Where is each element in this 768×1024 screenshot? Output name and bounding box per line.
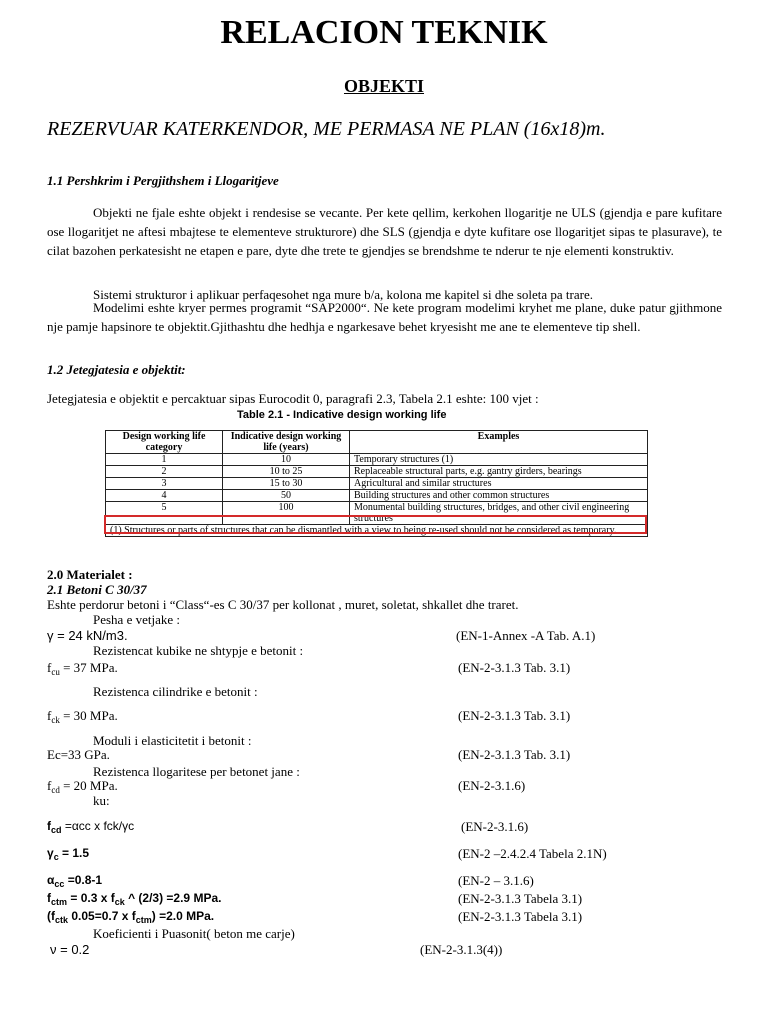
table-cell: 5	[106, 502, 223, 525]
table-cell: Building structures and other common structures	[350, 490, 648, 502]
objekti-heading: OBJEKTI	[343, 76, 425, 96]
table-cell: 2	[106, 466, 223, 478]
ref-fck: (EN-2-3.1.3 Tab. 3.1)	[458, 708, 571, 723]
paragraph-modelling: Modelimi eshte kryer permes programit “SAP2000“. Ne kete program modelimi kryhet me plane, duke patur gjithmone nje pamje hapsinore te objektit.Gjithashtu dhe hedhja e ngarkesave behet kryesisht me ane te elementeve tip shell.	[47, 300, 722, 334]
table-header-cell: Design working life category	[106, 431, 223, 454]
table-header-cell: Examples	[350, 431, 648, 454]
section-1-2-heading: 1.2 Jetegjatesia e objektit:	[47, 362, 186, 377]
value-fctk: ($f_{ctk}$ 0.05=0.7 x $f_{ctm}) =2.0$ MPa.	[47, 909, 215, 925]
document-subtitle: REZERVUAR KATERKENDOR, ME PERMASA NE PLAN (16x18)m.	[47, 118, 606, 140]
ref-gamma: (EN-1-Annex -A Tab. A.1)	[456, 628, 596, 643]
design-life-table	[105, 430, 648, 557]
value-nu: ν = 0.2	[50, 942, 90, 957]
ref-fcd: (EN-2-3.1.6)	[458, 778, 526, 793]
table-cell: 1	[106, 454, 223, 466]
value-alpha-cc: $\alpha_{cc} =0.8-1$	[47, 873, 103, 889]
paragraph-design-life: Jetegjatesia e objektit e percaktuar sipas Eurocodit 0, paragrafi 2.3, Tabela 2.1 eshte: 100 vjet :	[47, 391, 539, 406]
highlight-box	[104, 515, 647, 534]
value-ec: Ec=33 GPa.	[47, 747, 110, 762]
label-cylinder-strength: Rezistenca cilindrike e betonit :	[93, 684, 258, 699]
ref-fctk: (EN-2-3.1.3 Tabela 3.1)	[458, 909, 583, 924]
value-fctm: $f_{ctm} = 0.3$ x $f_{ck}$ ^ (2/3) =2.9 MPa.	[47, 891, 222, 907]
table-header-cell: Indicative design working life (years)	[223, 431, 350, 454]
label-poisson: Koeficienti i Puasonit( beton me carje)	[93, 926, 295, 941]
table-cell: 10 to 25	[223, 466, 350, 478]
table-row	[106, 478, 648, 490]
value-gamma: γ = 24 kN/m3.	[47, 628, 128, 643]
paragraph-structural-system: Sistemi strukturor i aplikuar perfaqesohet nga mure b/a, kolona me kapitel si dhe soleta pa trare.	[93, 287, 593, 302]
ref-nu: (EN-2-3.1.3(4))	[420, 942, 503, 957]
table-cell: Monumental building structures, bridges, and other civil engineering structures	[350, 502, 648, 525]
table-cell: 15 to 30	[223, 478, 350, 490]
table-caption: Table 2.1 - Indicative design working life	[237, 409, 447, 421]
table-cell: 10	[223, 454, 350, 466]
table-cell: 50	[223, 490, 350, 502]
paragraph-description: Objekti ne fjale eshte objekt i rendesise se vecante. Per kete qellim, kerkohen llogaritje ne ULS (gjendja e pare kufitare ose llogaritjet ne aftesi mbajtese te elementeve strukturore) dhe SLS (gjendja e dyte kufitare ose llogaritjet sipas te plasurave), te cilat bazohen perkatesisht ne etapen e pare, dyte dhe trete te gjendjes se brendshme te nderur te nje elementi konstruktiv.	[47, 205, 722, 258]
label-cubic-strength: Rezistencat kubike ne shtypje e betonit :	[93, 643, 304, 658]
label-elastic-modulus: Moduli i elasticitetit i betonit :	[93, 733, 252, 748]
ref-fcu: (EN-2-3.1.3 Tab. 3.1)	[458, 660, 571, 675]
table-cell: 4	[106, 490, 223, 502]
label-self-weight: Pesha e vetjake :	[93, 612, 180, 627]
table-row	[106, 454, 648, 466]
paragraph-concrete-class: Eshte perdorur betoni i “Class“-es C 30/37 per kollonat , muret, soletat, shkallet dhe traret.	[47, 597, 519, 612]
ref-alpha-cc: (EN-2 – 3.1.6)	[458, 873, 534, 888]
section-2-0-heading: 2.0 Materialet :	[47, 567, 133, 582]
table-cell: 3	[106, 478, 223, 490]
formula-fcd: $f_{cd} =\alpha cc$ x fck/γc	[47, 819, 135, 835]
table-cell: Replaceable structural parts, e.g. gantry girders, bearings	[350, 466, 648, 478]
document-title: RELACION TEKNIK	[220, 14, 548, 51]
value-fcd: $f_{cd} = 20$ MPa.	[47, 778, 118, 795]
ref-fcd-formula: (EN-2-3.1.6)	[461, 819, 529, 834]
ref-gamma-c: (EN-2 –2.4.2.4 Tabela 2.1N)	[458, 846, 607, 861]
value-fck: $f_{ck} = 30$ MPa.	[47, 708, 118, 725]
table-row	[106, 490, 648, 502]
table-cell: Temporary structures (1)	[350, 454, 648, 466]
table-cell: 100	[223, 502, 350, 525]
ref-fctm: (EN-2-3.1.3 Tabela 3.1)	[458, 891, 583, 906]
label-design-strength: Rezistenca llogaritese per betonet jane :	[93, 764, 300, 779]
value-gamma-c: $\gamma_c = 1.5$	[47, 846, 90, 862]
value-fcu: $f_{cu} = 37$ MPa.	[47, 660, 118, 677]
table-note: (1) Structures or parts of structures that can be dismantled with a view to being re-used should not be considered as temporary.	[106, 525, 648, 537]
table-cell: Agricultural and similar structures	[350, 478, 648, 490]
ref-ec: (EN-2-3.1.3 Tab. 3.1)	[458, 747, 571, 762]
section-1-1-heading: 1.1 Pershkrim i Pergjithshem i Llogaritjeve	[47, 173, 279, 188]
table-row	[106, 466, 648, 478]
table-header-row	[106, 431, 648, 454]
section-2-1-heading: 2.1 Betoni C 30/37	[47, 582, 147, 597]
label-where: ku:	[93, 793, 110, 808]
